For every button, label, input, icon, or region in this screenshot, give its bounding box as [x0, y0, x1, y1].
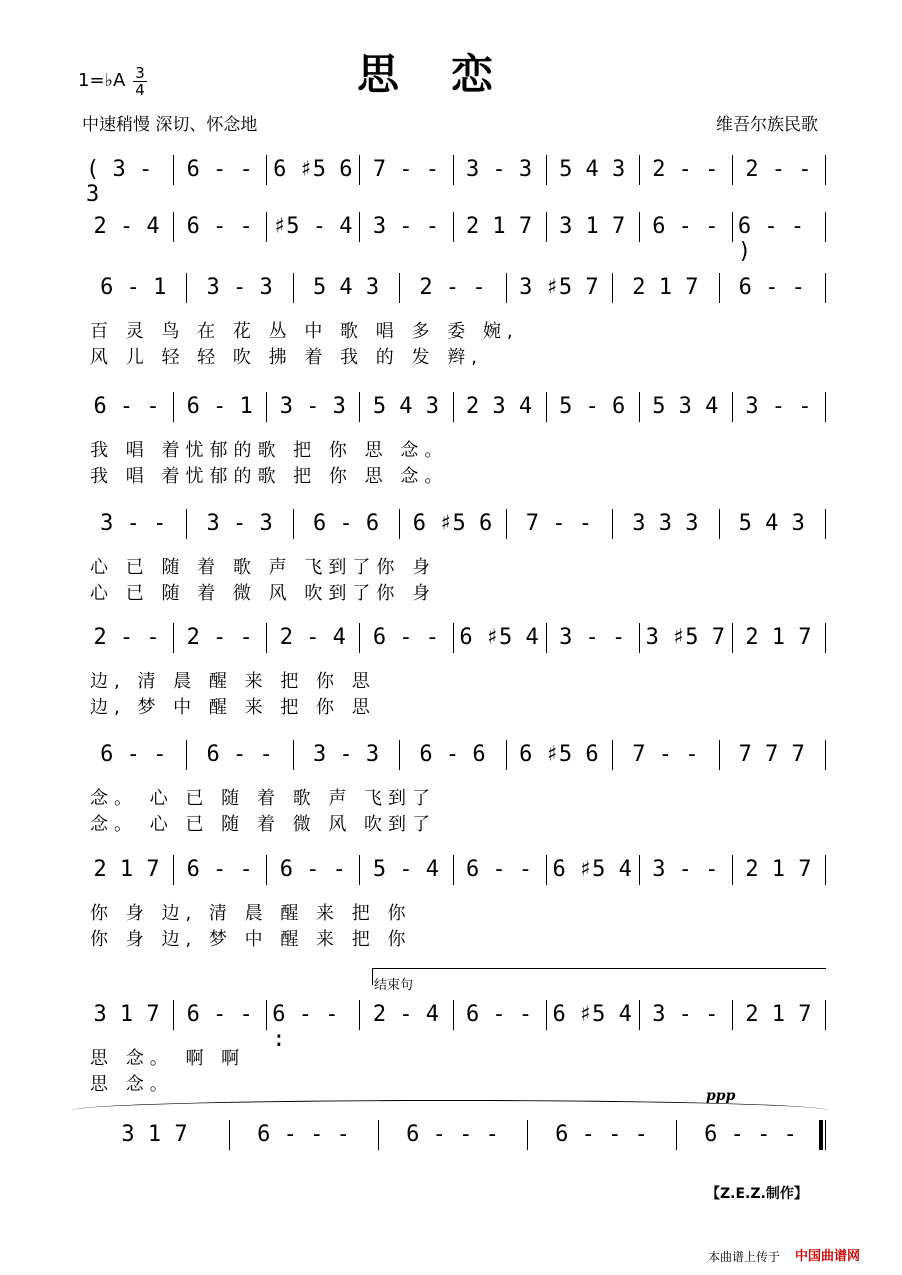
- bar-line: [612, 740, 613, 770]
- song-origin: 维吾尔族民歌: [716, 115, 818, 135]
- bar-line: [639, 212, 640, 242]
- measure: 2 - -: [419, 275, 486, 300]
- measure: 3 - 3: [312, 742, 380, 767]
- measure: 3 - 3: [206, 511, 273, 536]
- measure: 5 3 4: [652, 394, 719, 419]
- bar-line: [173, 392, 174, 422]
- lyric-line: 思 念。 啊 啊: [90, 1048, 246, 1069]
- bar-line: [676, 1120, 677, 1150]
- bar-line: [639, 1000, 640, 1030]
- bar-line: [266, 155, 267, 185]
- measure: 7 - -: [372, 157, 440, 182]
- bar-line: [173, 623, 174, 653]
- lyric-line: 心 已 随 着 微 风 吹到了你 身: [90, 583, 437, 604]
- bar-line: [359, 155, 360, 185]
- measure: 6 - - :: [272, 1002, 339, 1052]
- measure: 6 ♯5 4: [552, 857, 632, 882]
- lyric-line: 心 已 随 着 歌 声 飞到了你 身: [90, 557, 437, 578]
- bar-line: [506, 740, 507, 770]
- measure: 6 - -: [465, 1002, 533, 1027]
- measure: 6 - -: [465, 857, 533, 882]
- measure: 3 ♯5 7: [645, 625, 726, 650]
- bar-line: [825, 392, 826, 422]
- bar-line: [266, 212, 267, 242]
- bar-line: [293, 273, 294, 303]
- staff-row: [80, 623, 825, 657]
- lyric-line: 你 身 边, 清 晨 醒 来 把 你: [90, 903, 412, 924]
- measure: 6 - -: [652, 214, 719, 239]
- key-signature: 1=♭A: [78, 70, 126, 91]
- bar-line: [506, 273, 507, 303]
- measure: 3 1 7: [559, 214, 626, 239]
- lyric-line: 念。 心 已 随 着 微 风 吹到了: [90, 814, 437, 835]
- measure: 2 - -: [93, 625, 160, 650]
- bar-line: [173, 1000, 174, 1030]
- measure: 2 1 7: [93, 857, 160, 882]
- bar-line: [639, 392, 640, 422]
- bar-line: [546, 623, 547, 653]
- measure: 3 3 3: [632, 511, 699, 536]
- bar-line: [732, 212, 733, 242]
- measure: 6 - -: [738, 275, 805, 300]
- bar-line: [639, 623, 640, 653]
- staff-row: [80, 155, 825, 207]
- bar-line: [359, 623, 360, 653]
- bar-line: [378, 1120, 379, 1150]
- measure: 2 3 4: [465, 394, 533, 419]
- bar-line: [546, 392, 547, 422]
- measure: 2 - -: [186, 625, 253, 650]
- measure: 3 - 3: [465, 157, 533, 182]
- measure: 2 1 7: [745, 1002, 812, 1027]
- bar-line: [732, 392, 733, 422]
- measure: 3 - -: [100, 511, 167, 536]
- bar-line: [293, 740, 294, 770]
- ending-section-label: 结束句: [374, 978, 414, 993]
- measure: 6 - -: [279, 857, 346, 882]
- measure: 3 1 7: [121, 1122, 188, 1147]
- measure: 5 4 3: [559, 157, 626, 182]
- staff-row: [80, 1000, 825, 1052]
- measure: 6 - -: [186, 857, 253, 882]
- bar-line: [293, 509, 294, 539]
- bar-line: [612, 509, 613, 539]
- measure: 6 ♯5 6: [273, 157, 353, 182]
- lyric-line: 风 儿 轻 轻 吹 拂 着 我 的 发 辫,: [90, 347, 483, 368]
- bar-line: [527, 1120, 528, 1150]
- tempo-marking: 中速稍慢 深切、怀念地: [82, 115, 258, 135]
- staff-row: [80, 212, 825, 264]
- meter-top: 3: [135, 64, 145, 82]
- measure: 2 1 7: [632, 275, 699, 300]
- bar-line: [453, 392, 454, 422]
- lyric-line: 百 灵 鸟 在 花 丛 中 歌 唱 多 委 婉,: [90, 321, 519, 342]
- bar-line: [359, 212, 360, 242]
- bar-line: [266, 623, 267, 653]
- final-bar: [819, 1120, 823, 1150]
- measure: 6 ♯5 4: [459, 625, 539, 650]
- bar-line: [719, 273, 720, 303]
- bar-line: [612, 273, 613, 303]
- bar-line: [639, 855, 640, 885]
- staff-row: [80, 1120, 825, 1154]
- bar-line: [825, 1120, 826, 1150]
- upload-note: 本曲谱上传于: [708, 1250, 781, 1264]
- lyric-line: 边, 清 晨 醒 来 把 你 思: [90, 671, 376, 692]
- bar-line: [173, 855, 174, 885]
- bar-line: [173, 155, 174, 185]
- dynamic-marking: ppp: [706, 1088, 736, 1104]
- bar-line: [453, 1000, 454, 1030]
- bar-line: [186, 740, 187, 770]
- measure: 3 - -: [652, 857, 719, 882]
- measure: ( 3 - 3: [86, 157, 153, 207]
- time-signature: [133, 66, 147, 97]
- staff-row: [80, 509, 825, 543]
- bar-line: [825, 1000, 826, 1030]
- staff-row: [80, 392, 825, 426]
- bar-line: [266, 392, 267, 422]
- measure: 6 ♯5 4: [552, 1002, 632, 1027]
- measure: 6 ♯5 6: [412, 511, 493, 536]
- bar-line: [399, 740, 400, 770]
- bar-line: [186, 509, 187, 539]
- lyric-line: 念。 心 已 随 着 歌 声 飞到了: [90, 788, 437, 809]
- measure: 2 - -: [745, 157, 812, 182]
- bar-line: [825, 212, 826, 242]
- bar-line: [732, 623, 733, 653]
- measure: 6 - 1: [100, 275, 167, 300]
- measure: 6 - - -: [555, 1122, 648, 1147]
- measure: 5 4 3: [372, 394, 440, 419]
- measure: 2 1 7: [465, 214, 533, 239]
- measure: 7 7 7: [738, 742, 805, 767]
- staff-row: [80, 273, 825, 307]
- site-logo: 中国曲谱网: [795, 1249, 861, 1264]
- measure: 3 - 3: [206, 275, 273, 300]
- bar-line: [825, 855, 826, 885]
- measure: 2 1 7: [745, 625, 812, 650]
- measure: 3 1 7: [93, 1002, 160, 1027]
- measure: 6 - - -: [406, 1122, 499, 1147]
- bar-line: [453, 212, 454, 242]
- measure: 6 - -: [186, 157, 253, 182]
- bar-line: [453, 623, 454, 653]
- bar-line: [506, 509, 507, 539]
- measure: 2 - 4: [279, 625, 346, 650]
- measure: 2 - 4: [93, 214, 160, 239]
- lyric-line: 思 念。: [90, 1074, 174, 1095]
- bar-line: [546, 212, 547, 242]
- bar-line: [229, 1120, 230, 1150]
- measure: 6 - - -: [704, 1122, 797, 1147]
- bar-line: [359, 1000, 360, 1030]
- bar-line: [825, 509, 826, 539]
- bar-line: [825, 623, 826, 653]
- measure: 2 1 7: [745, 857, 812, 882]
- measure: 6 - 1: [186, 394, 253, 419]
- bar-line: [825, 273, 826, 303]
- measure: 6 - - -: [257, 1122, 350, 1147]
- lyric-line: 我 唱 着忧郁的歌 把 你 思 念。: [90, 440, 449, 461]
- bar-line: [359, 392, 360, 422]
- ending-bracket: [372, 968, 826, 985]
- measure: 6 - -: [93, 394, 160, 419]
- staff-row: [80, 740, 825, 774]
- measure: 6 - -: [186, 1002, 253, 1027]
- bar-line: [546, 155, 547, 185]
- bar-line: [732, 1000, 733, 1030]
- staff-row: [80, 855, 825, 889]
- measure: 6 - -: [372, 625, 440, 650]
- measure: 6 - 6: [312, 511, 380, 536]
- bar-line: [359, 855, 360, 885]
- lyric-line: 我 唱 着忧郁的歌 把 你 思 念。: [90, 466, 449, 487]
- bar-line: [453, 855, 454, 885]
- bar-line: [825, 155, 826, 185]
- measure: 6 ♯5 6: [519, 742, 599, 767]
- lyric-line: 边, 梦 中 醒 来 把 你 思: [90, 697, 376, 718]
- measure: 3 - -: [559, 625, 626, 650]
- measure: 3 - 3: [279, 394, 346, 419]
- lyric-line: 你 身 边, 梦 中 醒 来 把 你: [90, 929, 412, 950]
- measure: 3 - -: [652, 1002, 719, 1027]
- measure: 5 4 3: [312, 275, 380, 300]
- bar-line: [732, 855, 733, 885]
- meter-bottom: 4: [135, 81, 145, 99]
- bar-line: [719, 509, 720, 539]
- measure: ♯5 - 4: [273, 214, 353, 239]
- bar-line: [546, 1000, 547, 1030]
- measure: 3 - -: [745, 394, 812, 419]
- bar-line: [825, 740, 826, 770]
- credit: 【Z.E.Z.制作】: [706, 1186, 808, 1202]
- bar-line: [732, 155, 733, 185]
- measure: 5 - 6: [559, 394, 626, 419]
- measure: 3 ♯5 7: [519, 275, 599, 300]
- song-title: 思恋: [356, 50, 545, 99]
- measure: 7 - -: [632, 742, 699, 767]
- measure: 3 - -: [372, 214, 440, 239]
- bar-line: [399, 509, 400, 539]
- bar-line: [719, 740, 720, 770]
- measure: 6 - - ): [737, 214, 805, 264]
- measure: 2 - 4: [372, 1002, 440, 1027]
- bar-line: [546, 855, 547, 885]
- bar-line: [266, 1000, 267, 1030]
- measure: 6 - -: [100, 742, 167, 767]
- bar-line: [399, 273, 400, 303]
- measure: 6 - -: [206, 742, 273, 767]
- bar-line: [186, 273, 187, 303]
- measure: 7 - -: [525, 511, 593, 536]
- measure: 6 - 6: [419, 742, 486, 767]
- bar-line: [173, 212, 174, 242]
- bar-line: [453, 155, 454, 185]
- bar-line: [266, 855, 267, 885]
- measure: 5 - 4: [372, 857, 440, 882]
- measure: 6 - -: [186, 214, 253, 239]
- bar-line: [639, 155, 640, 185]
- measure: 5 4 3: [738, 511, 805, 536]
- measure: 2 - -: [652, 157, 719, 182]
